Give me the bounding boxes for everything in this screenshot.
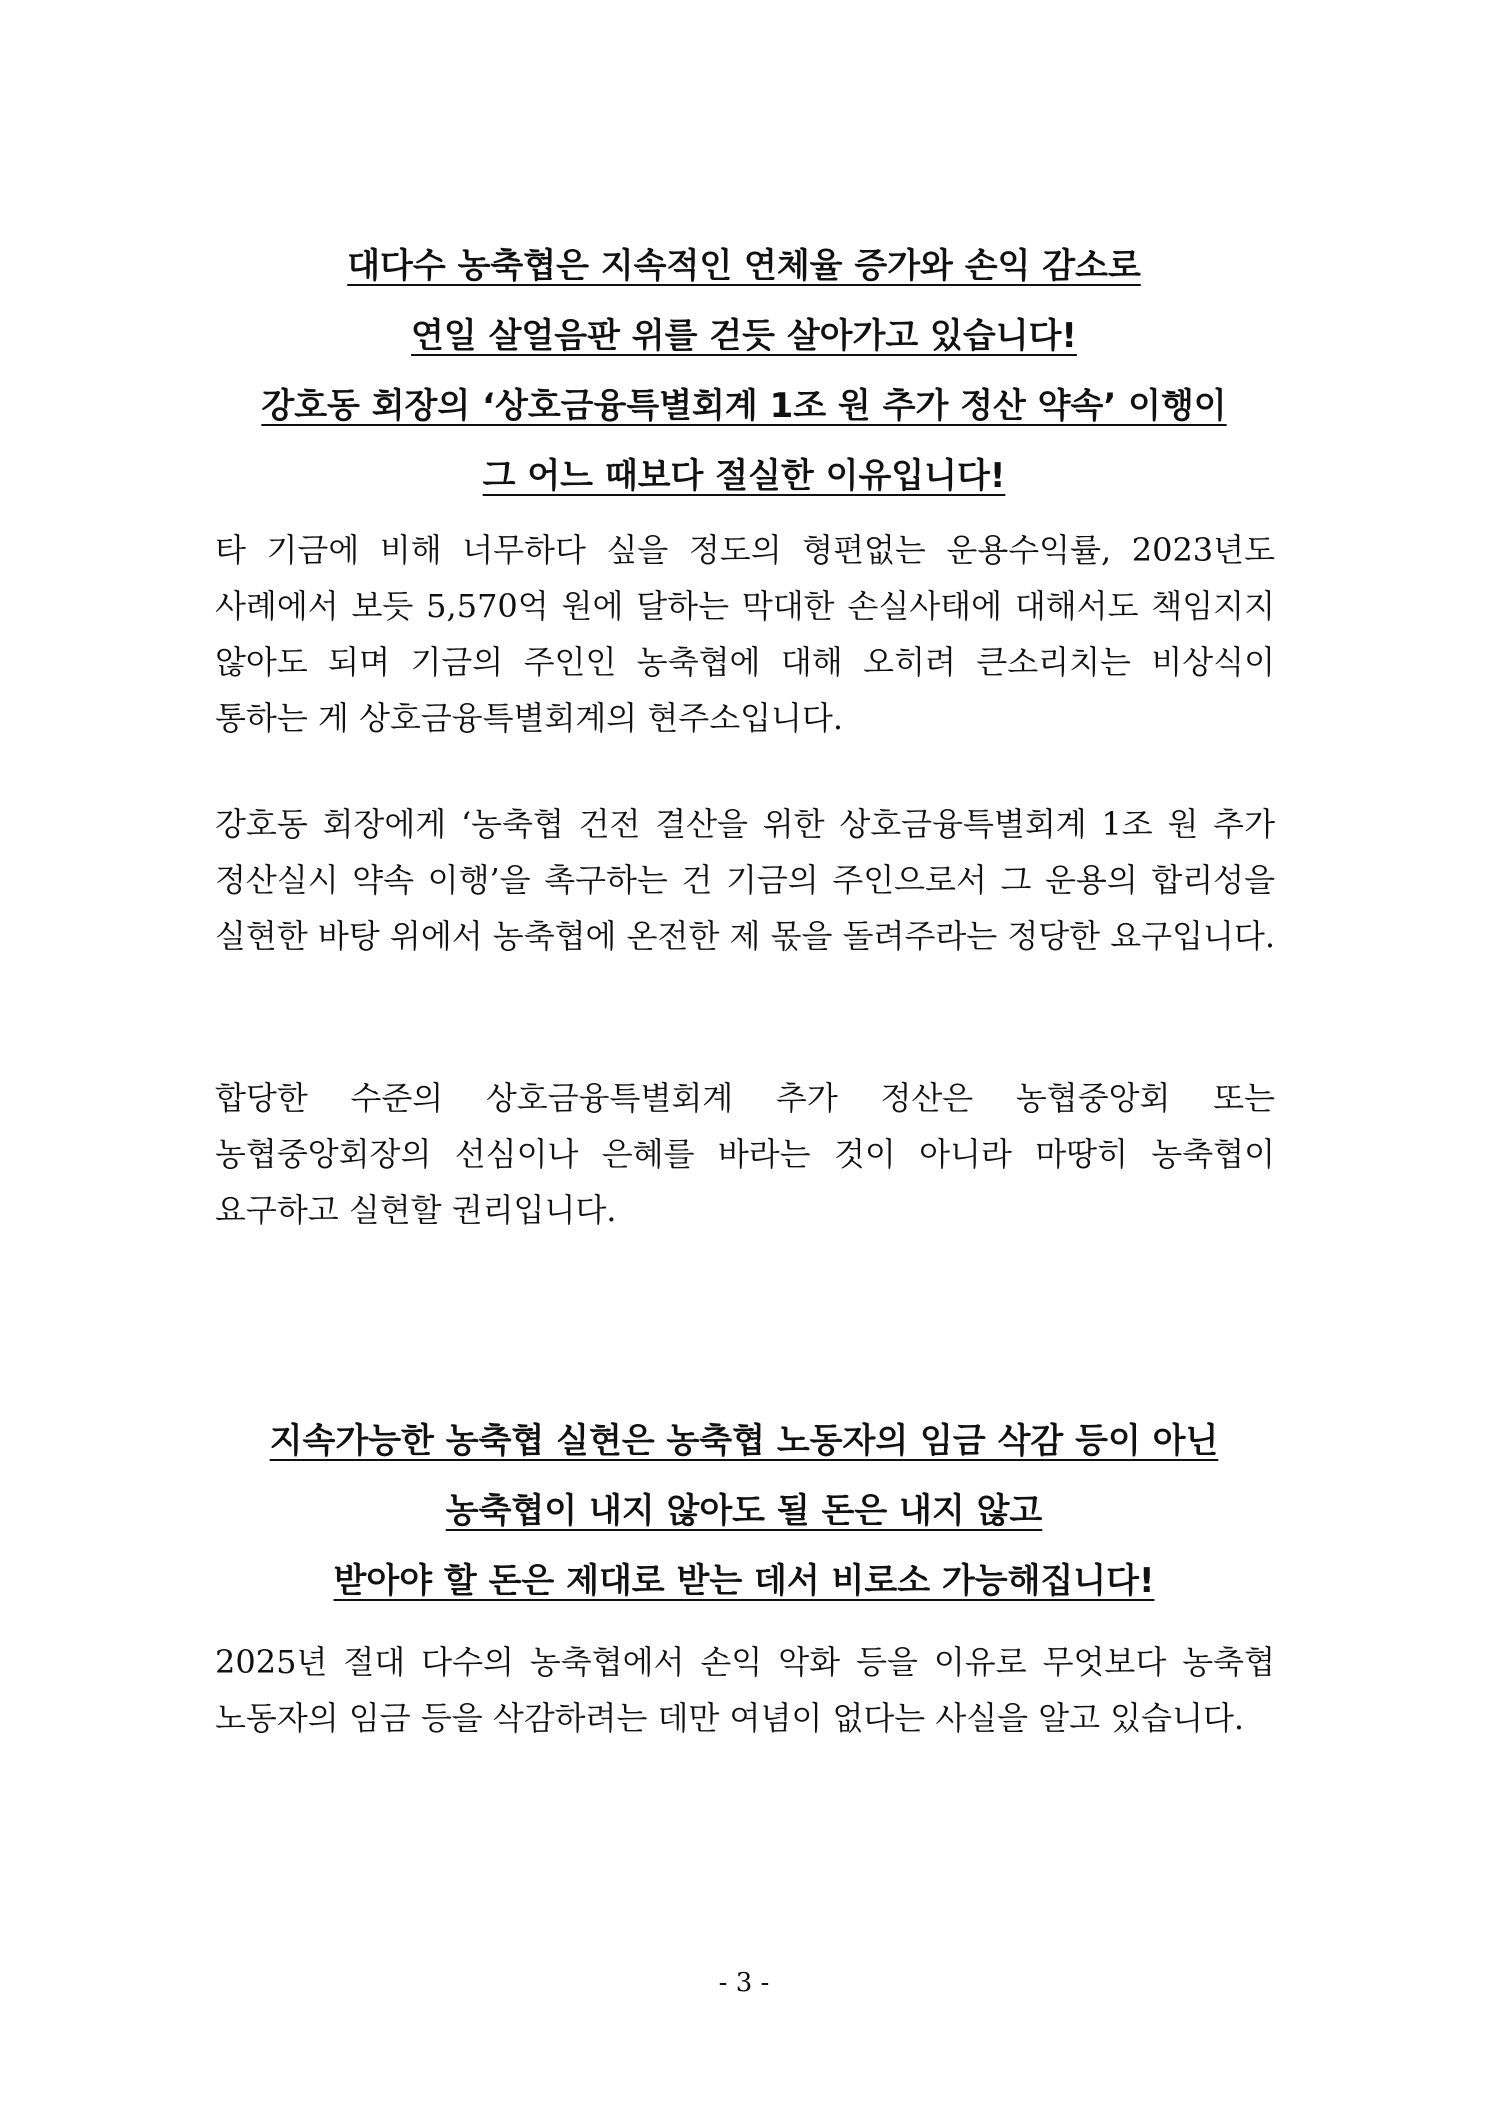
section1-heading	[0, 246, 1488, 529]
section2-paragraph-1: 2025년 절대 다수의 농축협에서 손익 악화 등을 이유로 무엇보다 농축협 노동자의 임금 등을 삭감하려는 데만 여념이 없다는 사실을 알고 있습니다.	[215, 1643, 1275, 1737]
section1-paragraph-1: 타 기금에 비해 너무하다 싶을 정도의 형편없는 운용수익률, 2023년도 사례에서 보듯 5,570억 원에 달하는 막대한 손실사태에 대해서도 책임지지 않아도 되며 기금의 주인인 농축협에 대해 오히려 큰소리치는 비상식이 통하는 게 상호금융특별회계의 현주소입니다.	[215, 531, 1275, 737]
section2-heading-line: 받아야 할 돈은 제대로 받는 데서 비로소 가능해집니다!	[333, 1561, 1155, 1601]
section2-heading-line: 농축협이 내지 않아도 될 돈은 내지 않고	[445, 1491, 1043, 1531]
section1-paragraph-2: 강호동 회장에게 ‘농축협 건전 결산을 위한 상호금융특별회계 1조 원 추가 정산실시 약속 이행’을 촉구하는 건 기금의 주인으로서 그 운용의 합리성을 실현한 바탕 위에서 농축협에 온전한 제 몫을 돌려주라는 정당한 요구입니다.	[215, 805, 1275, 955]
section1-heading-line: 그 어느 때보다 절실한 이유입니다!	[482, 456, 1006, 496]
section1-paragraph-3: 합당한 수준의 상호금융특별회계 추가 정산은 농협중앙회 또는 농협중앙회장의 선심이나 은혜를 바라는 것이 아니라 마땅히 농축협이 요구하고 실현할 권리입니다.	[215, 1079, 1275, 1229]
section1-heading-line: 강호동 회장의 ‘상호금융특별회계 1조 원 추가 정산 약속’ 이행이	[261, 386, 1227, 426]
page-number: - 3 -	[718, 1968, 770, 1998]
section1-heading-line: 연일 살얼음판 위를 걷듯 살아가고 있습니다!	[411, 316, 1077, 356]
section2-heading-line: 지속가능한 농축협 실현은 농축협 노동자의 임금 삭감 등이 아닌	[269, 1421, 1219, 1461]
section1-heading-line: 대다수 농축협은 지속적인 연체율 증가와 손익 감소로	[347, 246, 1141, 286]
section2-heading	[0, 1421, 1488, 1634]
